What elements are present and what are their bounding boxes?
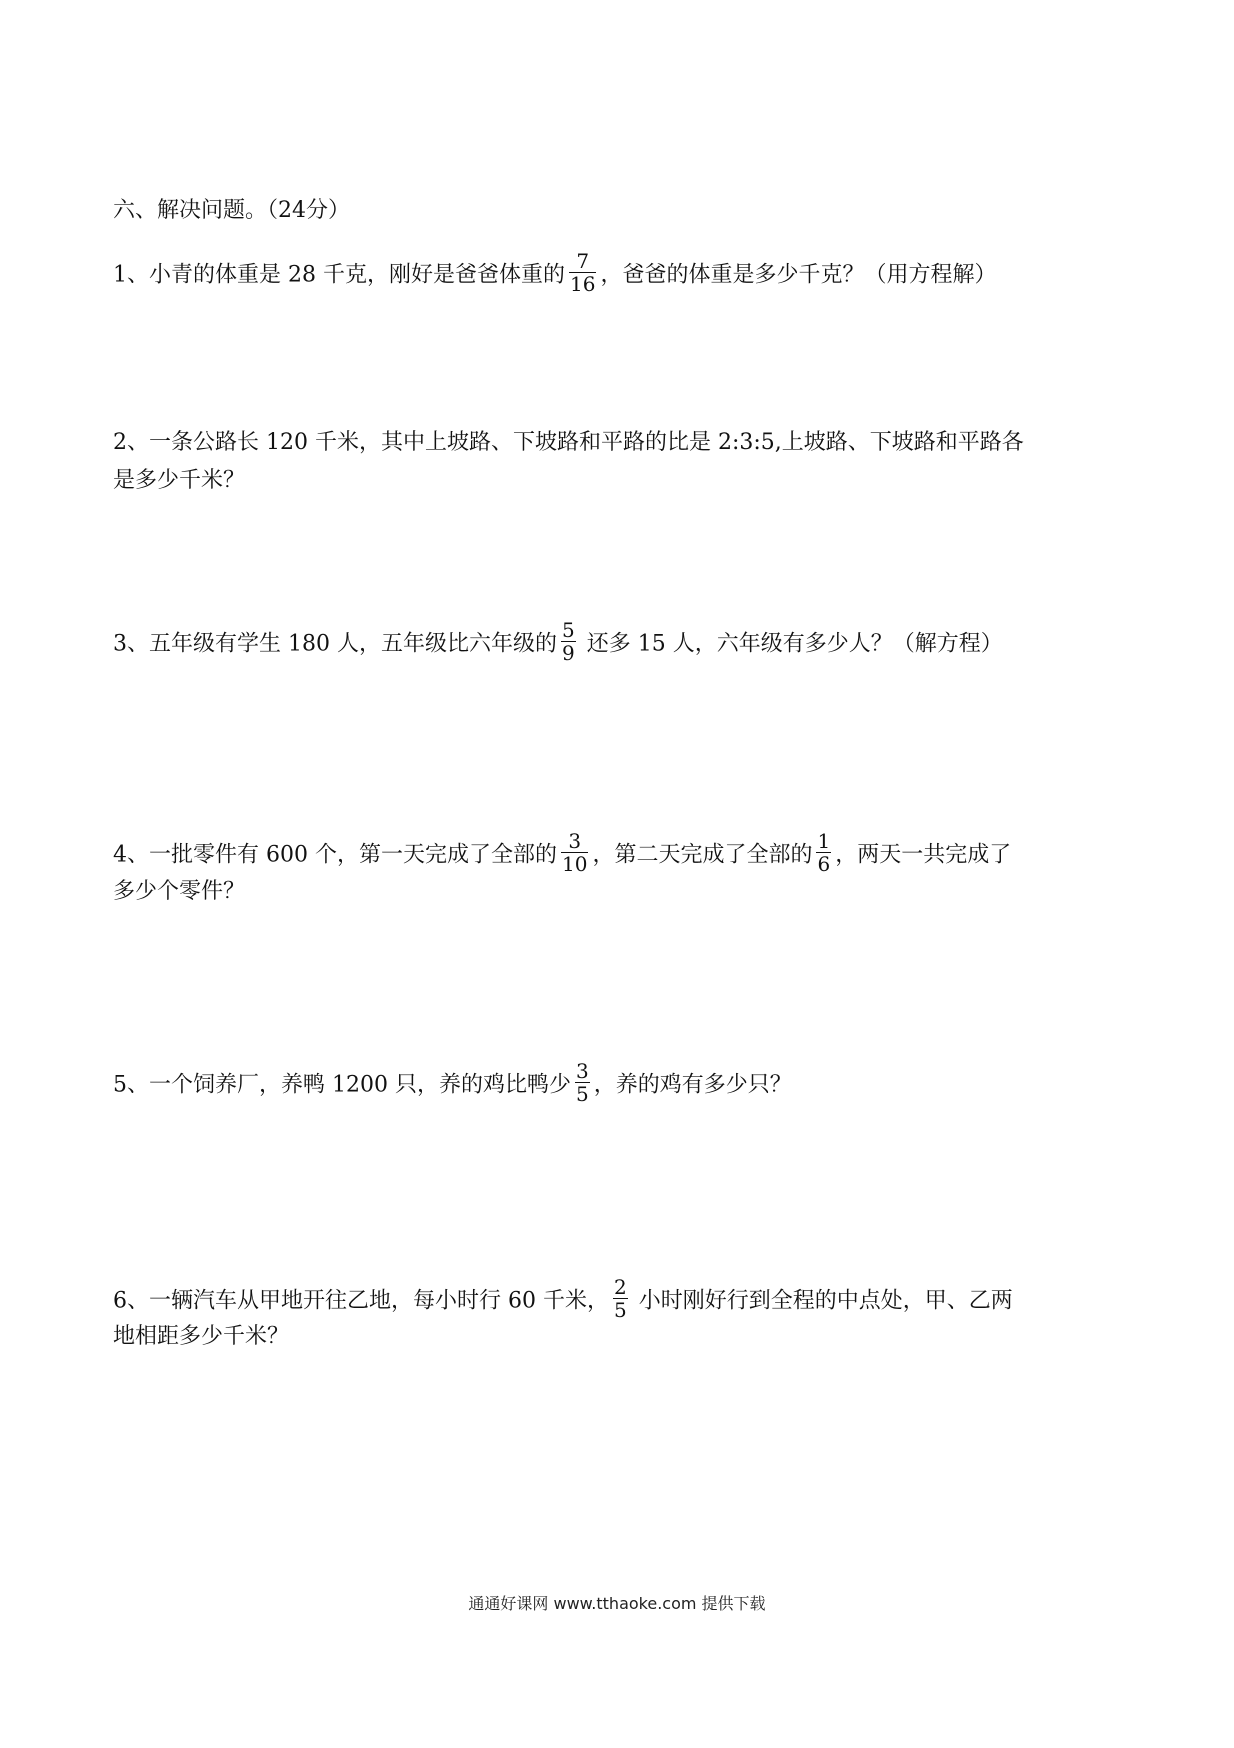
fraction-denominator: 5 (575, 1082, 589, 1106)
problem-2-line-2: 是多少千米？ (113, 468, 246, 493)
fraction-denominator: 16 (569, 272, 596, 296)
problem-4-text-after: ，两天一共完成了 (835, 842, 1012, 868)
problem-6-line-2: 地相距多少千米？ (113, 1324, 290, 1349)
problem-4-text-before: 4、一批零件有 600 个，第一天完成了全部的 (113, 842, 557, 868)
problem-4-line-1 (113, 829, 1012, 878)
problem-5 (113, 1059, 792, 1108)
problem-3 (113, 618, 1003, 667)
fraction (561, 619, 576, 664)
problem-5-text-after: ，养的鸡有多少只？ (593, 1072, 792, 1098)
fraction-numerator: 3 (575, 1059, 589, 1083)
problem-6-text-after: 小时刚好行到全程的中点处，甲、乙两 (631, 1288, 1013, 1314)
page-footer: 通通好课网 www.tthaoke.com 提供下载 (468, 1594, 766, 1613)
fraction (569, 250, 596, 295)
problem-3-text-before: 3、五年级有学生 180 人，五年级比六年级的 (113, 631, 557, 657)
fraction-numerator: 2 (613, 1275, 627, 1299)
problem-4-text-middle: ，第二天完成了全部的 (592, 842, 813, 868)
problem-6-line-1 (113, 1275, 1013, 1324)
problem-3-text-after: 还多 15 人，六年级有多少人？（解方程） (579, 631, 1003, 657)
fraction (575, 1060, 590, 1105)
problem-5-text-before: 5、一个饲养厂，养鸭 1200 只，养的鸡比鸭少 (113, 1072, 571, 1098)
fraction (561, 830, 588, 875)
fraction-numerator: 5 (561, 618, 575, 642)
fraction (613, 1276, 628, 1321)
fraction-denominator: 6 (817, 852, 831, 876)
fraction-denominator: 10 (561, 852, 588, 876)
problem-1-text-before: 1、小青的体重是 28 千克，刚好是爸爸体重的 (113, 262, 565, 288)
problem-1 (113, 249, 997, 298)
fraction-numerator: 1 (817, 829, 831, 853)
problem-4-line-2: 多少个零件？ (113, 879, 246, 904)
problem-2-line-1: 2、一条公路长 120 千米，其中上坡路、下坡路和平路的比是 2:3:5,上坡路、下坡路和平路各 (113, 430, 1024, 455)
fraction-numerator: 3 (561, 830, 588, 853)
problem-1-text-after: ，爸爸的体重是多少千克？（用方程解） (600, 262, 997, 288)
section-title: 六、解决问题。（24分） (113, 198, 350, 223)
fraction-denominator: 5 (613, 1298, 627, 1322)
fraction (816, 830, 831, 875)
problem-6-text-before: 6、一辆汽车从甲地开往乙地，每小时行 60 千米， (113, 1288, 609, 1314)
fraction-denominator: 9 (561, 641, 575, 665)
fraction-numerator: 7 (569, 250, 596, 273)
